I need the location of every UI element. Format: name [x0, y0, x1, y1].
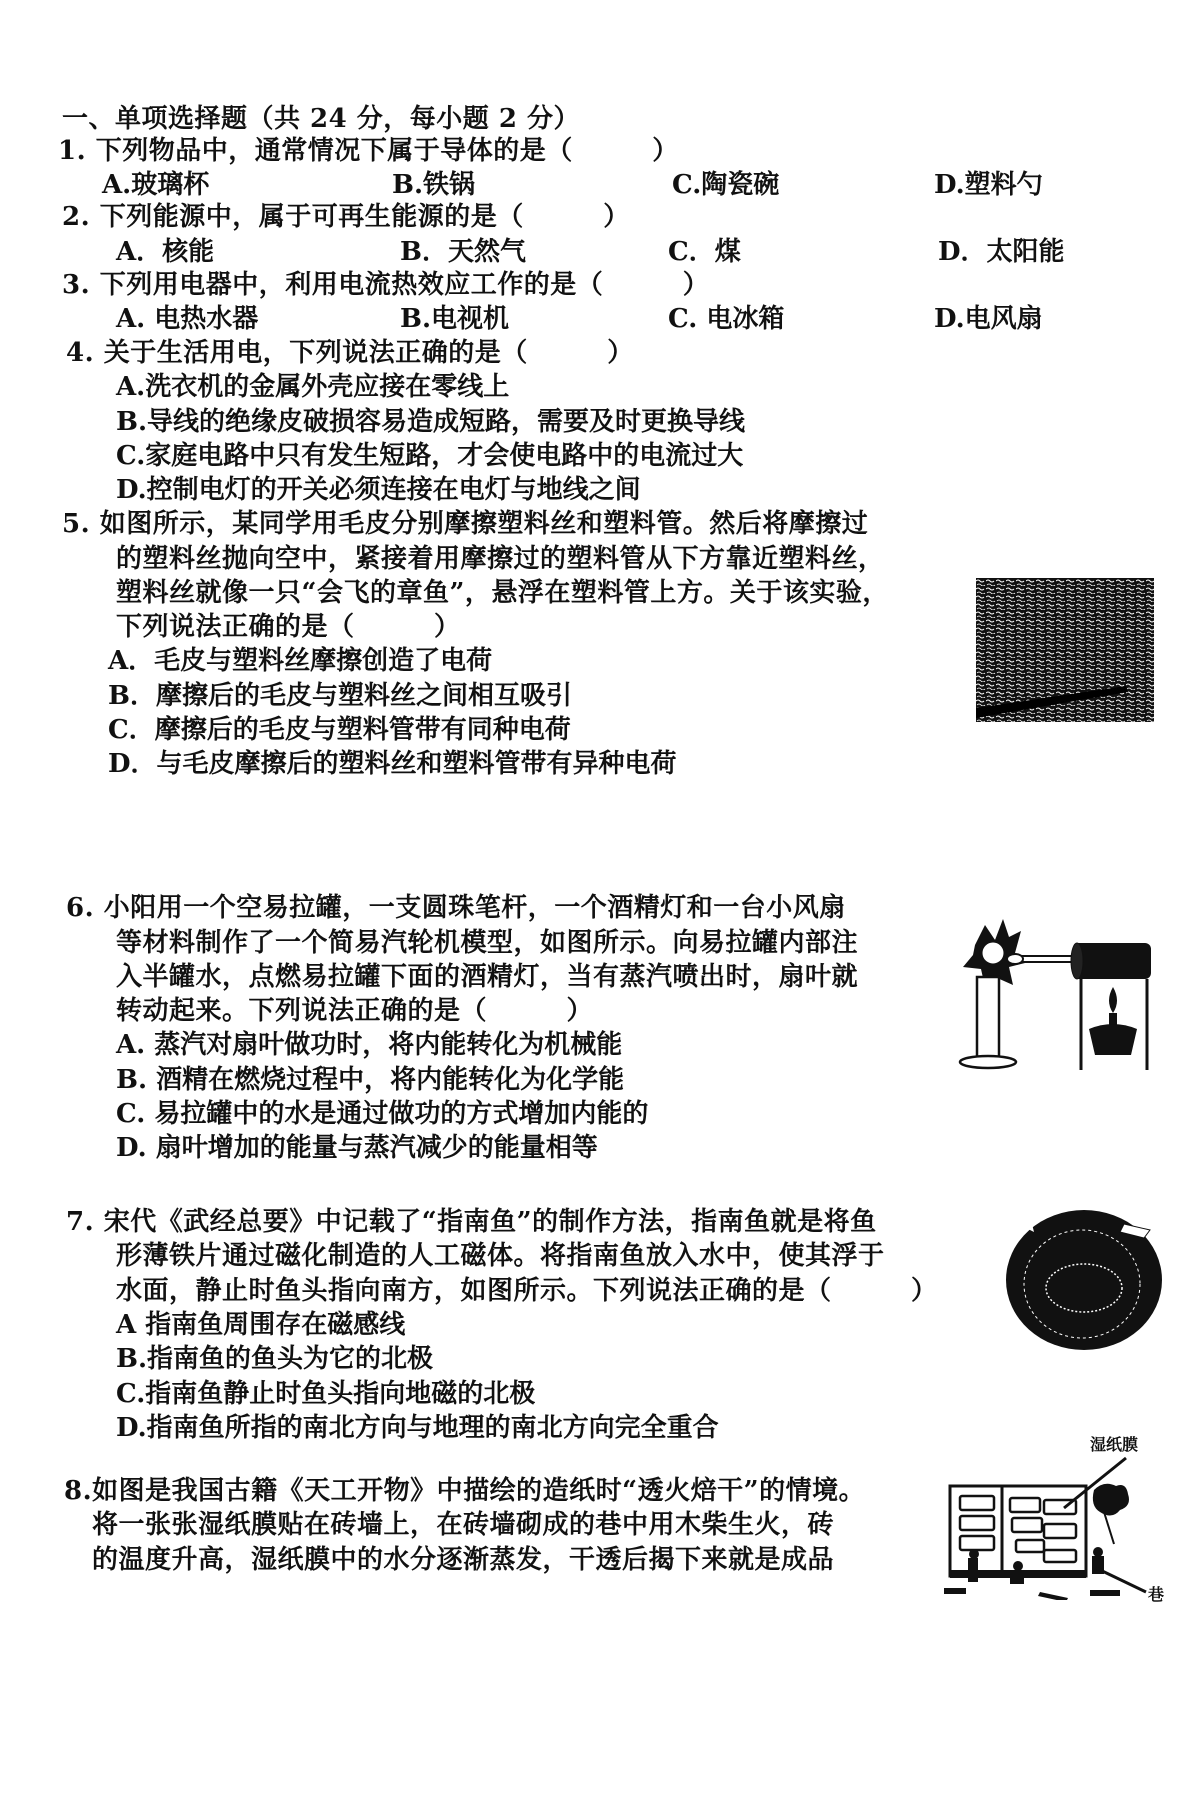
- question-5-stem-line-2: 的塑料丝抛向空中，紧接着用摩擦过的塑料管从下方靠近塑料丝，: [116, 544, 885, 574]
- q6-option-d[interactable]: D. 扇叶增加的能量与蒸汽减少的能量相等: [116, 1133, 598, 1163]
- q7-option-b[interactable]: B.指南鱼的鱼头为它的北极: [116, 1344, 434, 1374]
- question-2-stem: [62, 198, 630, 236]
- question-text: 如图是我国古籍《天工开物》中描绘的造纸时“透火焙干”的情境。: [92, 1476, 866, 1506]
- q3-option-b[interactable]: B.电视机: [400, 304, 510, 334]
- question-number: 3.: [62, 270, 91, 300]
- q7-option-c[interactable]: C.指南鱼静止时鱼头指向地磁的北极: [116, 1379, 536, 1409]
- question-8-stem-line-3: 的温度升高，湿纸膜中的水分逐渐蒸发，干透后揭下来就是成品: [92, 1545, 835, 1575]
- q4-option-c[interactable]: C.家庭电路中只有发生短路，才会使电路中的电流过大: [116, 441, 744, 471]
- q5-option-b[interactable]: B．摩擦后的毛皮与塑料丝之间相互吸引: [108, 681, 572, 711]
- question-6-stem-line-4: 转动起来。下列说法正确的是（ ）: [116, 996, 594, 1026]
- label-wet-paper-film: 湿纸膜: [1090, 1435, 1139, 1454]
- steam-turbine-icon: [955, 905, 1165, 1070]
- q5-option-c[interactable]: C．摩擦后的毛皮与塑料管带有同种电荷: [108, 715, 571, 745]
- q7-figure-south-pointing-fish: [1004, 1208, 1164, 1358]
- question-number: 6.: [66, 893, 95, 923]
- static-electricity-photo-icon: [976, 578, 1154, 722]
- q1-option-b[interactable]: B.铁锅: [392, 170, 476, 200]
- question-text: 如图所示，某同学用毛皮分别摩擦塑料丝和塑料管。然后将摩擦过: [99, 509, 869, 539]
- q1-option-d[interactable]: D.塑料勺: [934, 170, 1043, 200]
- question-6-stem-line-1: [66, 889, 846, 927]
- q3-option-c[interactable]: C. 电冰箱: [668, 304, 785, 334]
- question-5-stem-line-1: [62, 505, 868, 543]
- question-text: 关于生活用电，下列说法正确的是（ ）: [103, 338, 634, 368]
- q5-option-a[interactable]: A．毛皮与塑料丝摩擦创造了电荷: [108, 646, 493, 676]
- question-number: 2.: [62, 202, 91, 232]
- question-5-stem-line-3: 塑料丝就像一只“会飞的章鱼”，悬浮在塑料管上方。关于该实验，: [116, 578, 889, 608]
- q6-option-a[interactable]: A. 蒸汽对扇叶做功时，将内能转化为机械能: [116, 1030, 623, 1060]
- question-number: 1.: [58, 136, 87, 166]
- q5-figure-plastic-strands: [976, 578, 1154, 722]
- question-6-stem-line-3: 入半罐水，点燃易拉罐下面的酒精灯，当有蒸汽喷出时，扇叶就: [116, 962, 859, 992]
- question-7-stem-line-2: 形薄铁片通过磁化制造的人工磁体。将指南鱼放入水中，使其浮于: [116, 1241, 885, 1271]
- q3-option-a[interactable]: A. 电热水器: [116, 304, 259, 334]
- q7-option-a[interactable]: A 指南鱼周围存在磁感线: [116, 1310, 406, 1340]
- q2-option-b[interactable]: B．天然气: [400, 237, 526, 267]
- q6-option-c[interactable]: C. 易拉罐中的水是通过做功的方式增加内能的: [116, 1099, 649, 1129]
- question-text: 下列能源中，属于可再生能源的是（ ）: [99, 202, 630, 232]
- compass-bowl-icon: [1004, 1208, 1164, 1358]
- question-1-stem: [58, 132, 679, 170]
- q4-option-a[interactable]: A.洗衣机的金属外壳应接在零线上: [116, 372, 510, 402]
- question-6-stem-line-2: 等材料制作了一个简易汽轮机模型，如图所示。向易拉罐内部注: [116, 928, 859, 958]
- q2-option-c[interactable]: C．煤: [668, 237, 741, 267]
- q6-option-b[interactable]: B. 酒精在燃烧过程中，将内能转化为化学能: [116, 1065, 625, 1095]
- q4-option-b[interactable]: B.导线的绝缘皮破损容易造成短路，需要及时更换导线: [116, 407, 746, 437]
- q7-option-d[interactable]: D.指南鱼所指的南北方向与地理的南北方向完全重合: [116, 1413, 719, 1443]
- question-7-stem-line-3: 水面，静止时鱼头指向南方，如图所示。下列说法正确的是（ ）: [116, 1276, 938, 1306]
- q1-option-a[interactable]: A.玻璃杯: [102, 170, 210, 200]
- question-text: 小阳用一个空易拉罐，一支圆珠笔杆，一个酒精灯和一台小风扇: [103, 893, 846, 923]
- q5-option-d[interactable]: D．与毛皮摩擦后的塑料丝和塑料管带有异种电荷: [108, 749, 677, 779]
- section-heading: 一、单项选择题（共 24 分，每小题 2 分）: [62, 104, 580, 134]
- q6-figure-steam-turbine: [955, 905, 1165, 1070]
- question-number: 4.: [66, 338, 95, 368]
- q8-figure-paper-drying: [944, 1420, 1165, 1604]
- question-number: 8.: [64, 1476, 93, 1506]
- question-text: 宋代《武经总要》中记载了“指南鱼”的制作方法，指南鱼就是将鱼: [103, 1207, 877, 1237]
- question-number: 5.: [62, 509, 91, 539]
- q2-option-a[interactable]: A．核能: [116, 237, 215, 267]
- question-8-stem-line-2: 将一张张湿纸膜贴在砖墙上，在砖墙砌成的巷中用木柴生火，砖: [92, 1510, 835, 1540]
- label-alley: 巷: [1148, 1585, 1165, 1604]
- q3-option-d[interactable]: D.电风扇: [934, 304, 1043, 334]
- question-text: 下列物品中，通常情况下属于导体的是（ ）: [95, 136, 679, 166]
- question-4-stem: [66, 334, 634, 372]
- question-5-stem-line-4: 下列说法正确的是（ ）: [116, 612, 461, 642]
- q4-option-d[interactable]: D.控制电灯的开关必须连接在电灯与地线之间: [116, 475, 641, 505]
- question-8-stem-line-1: [64, 1472, 865, 1510]
- q2-option-d[interactable]: D．太阳能: [938, 237, 1065, 267]
- question-number: 7.: [66, 1207, 95, 1237]
- question-7-stem-line-1: [66, 1203, 877, 1241]
- question-3-stem: [62, 266, 709, 304]
- question-text: 下列用电器中，利用电流热效应工作的是（ ）: [99, 270, 710, 300]
- q1-option-c[interactable]: C.陶瓷碗: [672, 170, 780, 200]
